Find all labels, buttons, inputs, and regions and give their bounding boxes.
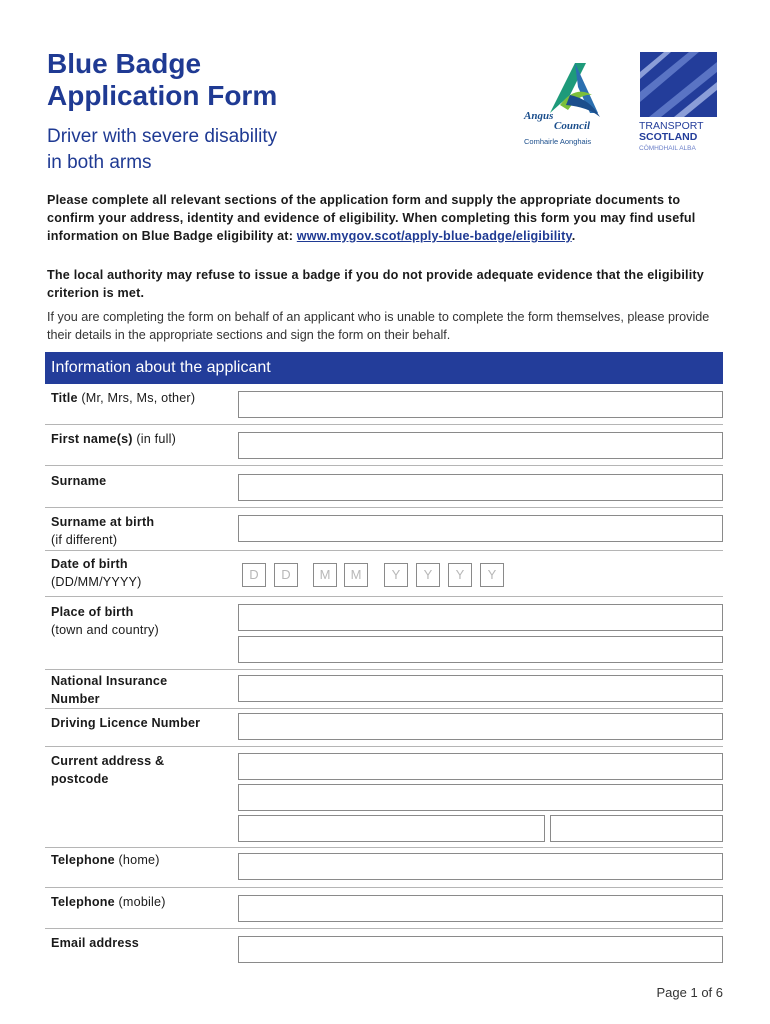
dob-year-4[interactable]: Y (480, 563, 504, 587)
page-subtitle (47, 124, 277, 176)
dob-month-2[interactable]: M (344, 563, 368, 587)
angus-name-1: Angus (524, 110, 554, 122)
date-of-birth-label: Date of birth (DD/MM/YYYY) (51, 557, 142, 589)
email-label: Email address (51, 936, 140, 950)
angus-name-2: Council (554, 120, 591, 132)
page-title (47, 48, 277, 112)
dob-day-1[interactable]: D (242, 563, 266, 587)
row-divider (45, 465, 723, 466)
first-name-field[interactable] (238, 432, 723, 459)
transport-line-2: SCOTLAND (639, 131, 698, 143)
email-field[interactable] (238, 936, 723, 963)
surname-field[interactable] (238, 474, 723, 501)
address-field-3[interactable] (238, 815, 545, 842)
driving-licence-field[interactable] (238, 713, 723, 740)
row-divider (45, 928, 723, 929)
subtitle-line-1: Driver with severe disability (47, 126, 278, 147)
intro-p1-text: Please complete all relevant sections of the application form and supply the appropriate documents to confirm your address, identity and evidence of eligibility. When completing this form you may find useful information on Blue Badge eligibility at: (47, 193, 696, 243)
surname-at-birth-field[interactable] (238, 515, 723, 542)
row-divider (45, 847, 723, 848)
national-insurance-field[interactable] (238, 675, 723, 702)
row-divider (45, 507, 723, 508)
national-insurance-label: National Insurance Number (51, 674, 168, 706)
dob-day-2[interactable]: D (274, 563, 298, 587)
telephone-mobile-label: Telephone (mobile) (51, 895, 166, 909)
row-divider (45, 746, 723, 747)
dob-month-1[interactable]: M (313, 563, 337, 587)
first-name-label: First name(s) (in full) (51, 432, 176, 446)
intro-paragraph-2: The local authority may refuse to issue a badge if you do not provide adequate evidence that the eligibility criterion is met. (47, 268, 705, 300)
row-divider (45, 550, 723, 551)
transport-gaelic: CÒMHDHAIL ALBA (639, 145, 696, 152)
title-field[interactable] (238, 391, 723, 418)
place-of-birth-field-2[interactable] (238, 636, 723, 663)
title-line-1: Blue Badge (47, 48, 202, 79)
subtitle-line-2: in both arms (47, 152, 152, 173)
dob-year-3[interactable]: Y (448, 563, 472, 587)
angus-council-logo (520, 55, 630, 150)
title-label: Title (Mr, Mrs, Ms, other) (51, 391, 196, 405)
dob-year-1[interactable]: Y (384, 563, 408, 587)
section-header-applicant: Information about the applicant (45, 352, 723, 384)
telephone-mobile-field[interactable] (238, 895, 723, 922)
row-divider (45, 424, 723, 425)
intro-paragraph-3: If you are completing the form on behalf of an applicant who is unable to complete the form themselves, please provide their details in the appropriate sections and sign the form on their behalf. (47, 310, 710, 342)
eligibility-link[interactable]: www.mygov.scot/apply-blue-badge/eligibility (296, 229, 572, 243)
surname-at-birth-label: Surname at birth (if different) (51, 515, 155, 547)
place-of-birth-field-1[interactable] (238, 604, 723, 631)
dob-year-2[interactable]: Y (416, 563, 440, 587)
telephone-home-label: Telephone (home) (51, 853, 160, 867)
row-divider (45, 669, 723, 670)
surname-label: Surname (51, 474, 107, 488)
address-field-2[interactable] (238, 784, 723, 811)
transport-scotland-logo (639, 52, 719, 152)
page-number: Page 1 of 6 (656, 985, 723, 1000)
intro-paragraph-1 (47, 191, 727, 245)
row-divider (45, 708, 723, 709)
row-divider (45, 887, 723, 888)
title-line-2: Application Form (47, 80, 278, 111)
telephone-home-field[interactable] (238, 853, 723, 880)
intro-p1-end: . (571, 229, 576, 243)
place-of-birth-label: Place of birth (town and country) (51, 605, 159, 637)
address-field-1[interactable] (238, 753, 723, 780)
transport-line-1: TRANSPORT (639, 120, 704, 132)
address-label: Current address & postcode (51, 754, 165, 786)
row-divider (45, 596, 723, 597)
angus-gaelic: Comhairle Aonghais (524, 137, 592, 146)
postcode-field[interactable] (550, 815, 723, 842)
driving-licence-label: Driving Licence Number (51, 716, 201, 730)
